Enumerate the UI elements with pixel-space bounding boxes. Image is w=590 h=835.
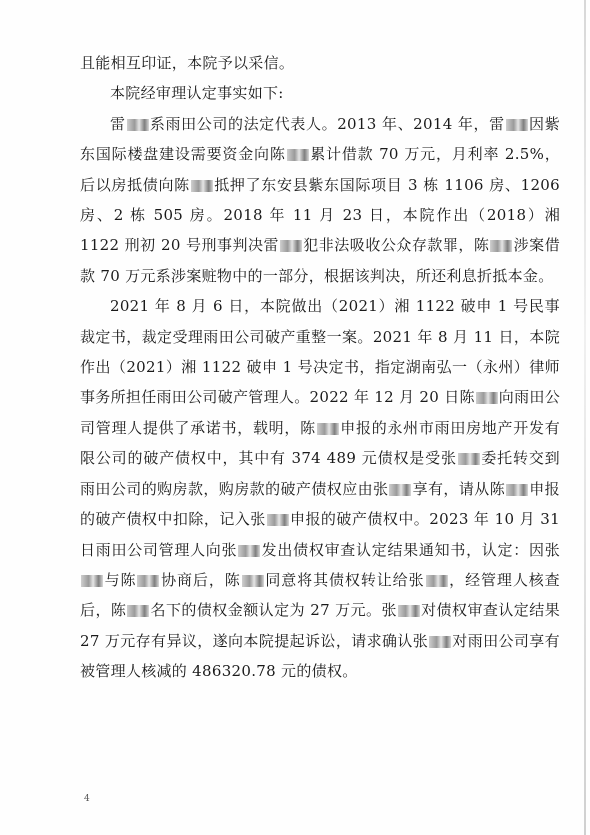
paragraph-bankruptcy-facts: 2021 年 8 月 6 日，本院做出（2021）湘 1122 破申 1 号民事裁定书，裁定受理雨田公司破产重整一案。2021 年 8 月 11 日，本院作出（2021）湘 1122 破申 1 号决定书，指定湖南弘一（永州）律师事务所担任雨田公司破产管理人。2022 年 12 月 20 日陈 向雨田公司管理人提供了承诺书，载明，陈 申报的永州市雨田房地产开发有限公司的破产债权中，其中有 374 489 元债权是受张 委托转交到雨田公司的购房款，购房款的破产债权应由张 享有，请从陈 申报的破产债权中扣除，记入张 申报的破产债权中。2023 年 10 月 31 日雨田公司管理人向张 发出债权审查认定结果通知书，认定：因张与陈 协商后，陈 同意将其债权转让给张 ，经管理人核查后，陈 名下的债权金额认定为 27 万元。张 对债权审查认定结果 27 万元存有异议，遂向本院提起诉讼，请求确认张 对雨田公司享有被管理人核减的 486320.78 元的债权。 — [80, 297, 561, 681]
paragraph-loan-facts: 雷 系雨田公司的法定代表人。2013 年、2014 年，雷 因紫东国际楼盘建设需要资金向陈 累计借款 70 万元，月利率 2.5%，后以房抵债向陈 抵押了东安县紫东国际项目 3 栋 1106 房、1206 房、2 栋 505 房。2018 年 11 月 23 日，本院作出（2018）湘 1122 刑初 20 号刑事判决雷 犯非法吸收公众存款罪，陈 涉案借款 70 万元系涉案赃物中的一部分，根据该判决，所还利息折抵本金。 — [80, 114, 561, 285]
redacted-name-mark — [287, 149, 309, 161]
redacted-name-mark — [242, 575, 264, 587]
redacted-name-mark — [191, 180, 213, 192]
paragraph-facts-heading: 本院经审理认定事实如下: — [110, 84, 284, 103]
redacted-name-mark — [127, 605, 149, 617]
redacted-name-mark — [506, 119, 528, 131]
redacted-name-mark — [506, 484, 528, 496]
paragraph-continuation: 且能相互印证，本院予以采信。 — [80, 54, 295, 72]
page-number: 4 — [84, 794, 90, 804]
redacted-name-mark — [429, 636, 451, 648]
redacted-name-mark — [317, 423, 339, 435]
redacted-name-mark — [398, 605, 420, 617]
redacted-name-mark — [280, 240, 302, 252]
redacted-name-mark — [389, 484, 411, 496]
redacted-name-mark — [267, 514, 289, 526]
redacted-name-mark — [458, 453, 480, 465]
redacted-name-mark — [490, 240, 512, 252]
redacted-name-mark — [426, 575, 448, 587]
redacted-name-mark — [238, 545, 260, 557]
redacted-name-mark — [137, 575, 159, 587]
page-edge-shadow — [584, 0, 586, 835]
redacted-name-mark — [81, 575, 103, 587]
redacted-name-mark — [476, 392, 498, 404]
document-body — [80, 48, 560, 687]
redacted-name-mark — [127, 119, 149, 131]
